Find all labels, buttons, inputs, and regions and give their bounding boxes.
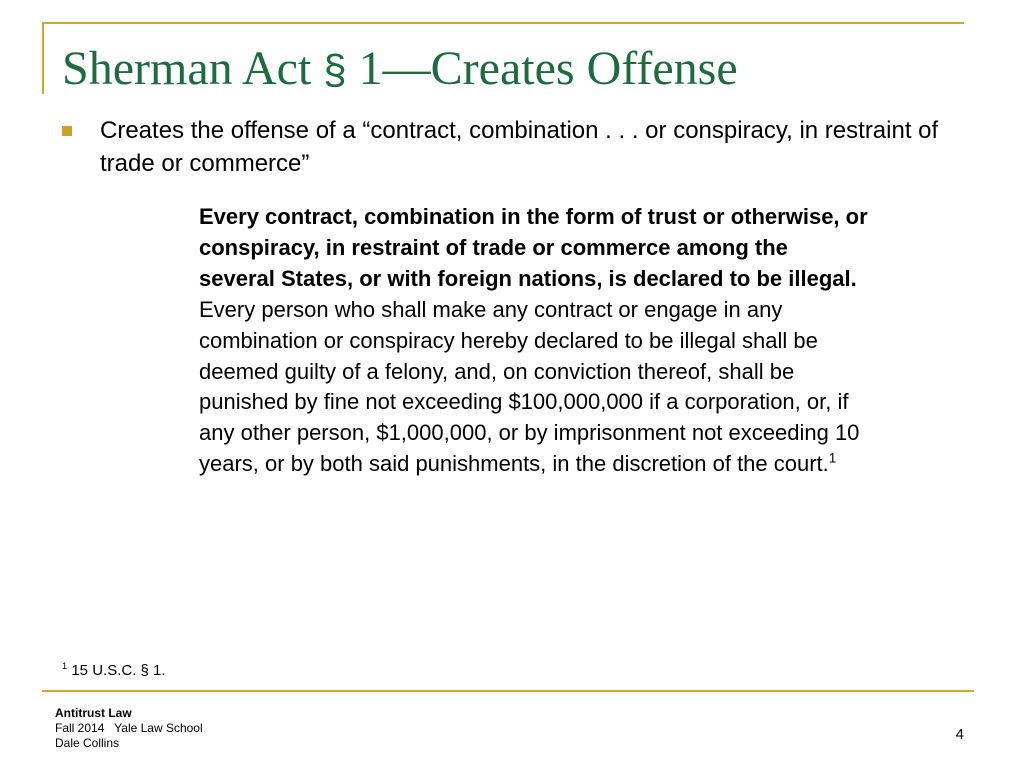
footnote-text: 15 U.S.C. § 1. [67,662,166,679]
slide-title [62,40,738,99]
bullet-text: Creates the offense of a “contract, combination . . . or conspiracy, in restraint of trade or commerce” [100,117,939,177]
title-text-before: Sherman Act [62,42,324,95]
statute-quote [199,202,869,480]
footnote [62,662,166,680]
footer-info [55,706,203,751]
footer-course: Antitrust Law [55,706,132,720]
left-rule [42,22,44,94]
footer-instructor: Dale Collins [55,736,120,750]
statute-quote-bold: Every contract, combination in the form of trust or otherwise, or conspiracy, in restraint of trade or commerce among the several States, or with foreign nations, is declared to be illegal. [199,204,868,291]
footnote-marker: 1 [62,661,68,671]
quote-footnote-marker: 1 [828,450,837,466]
bottom-rule [42,690,974,692]
page-number: 4 [955,726,964,743]
statute-quote-regular: Every person who shall make any contract or engage in any combination or conspiracy hereby declared to be illegal shall be deemed guilty of a felony, and, on conviction thereof, shall be punished by fine not exceeding $100,000,000 if a corporation, or, if any other person, $1,000,000, or by imprisonment not exceeding 10 years, or by both said punishments, in the discretion of the court. [199,296,860,477]
title-section-sign: § [323,46,347,93]
square-bullet-icon [62,126,72,136]
footer-term-school: Fall 2014 Yale Law School [55,721,203,735]
top-rule [42,22,964,24]
title-text-after: 1—Creates Offense [346,42,738,95]
